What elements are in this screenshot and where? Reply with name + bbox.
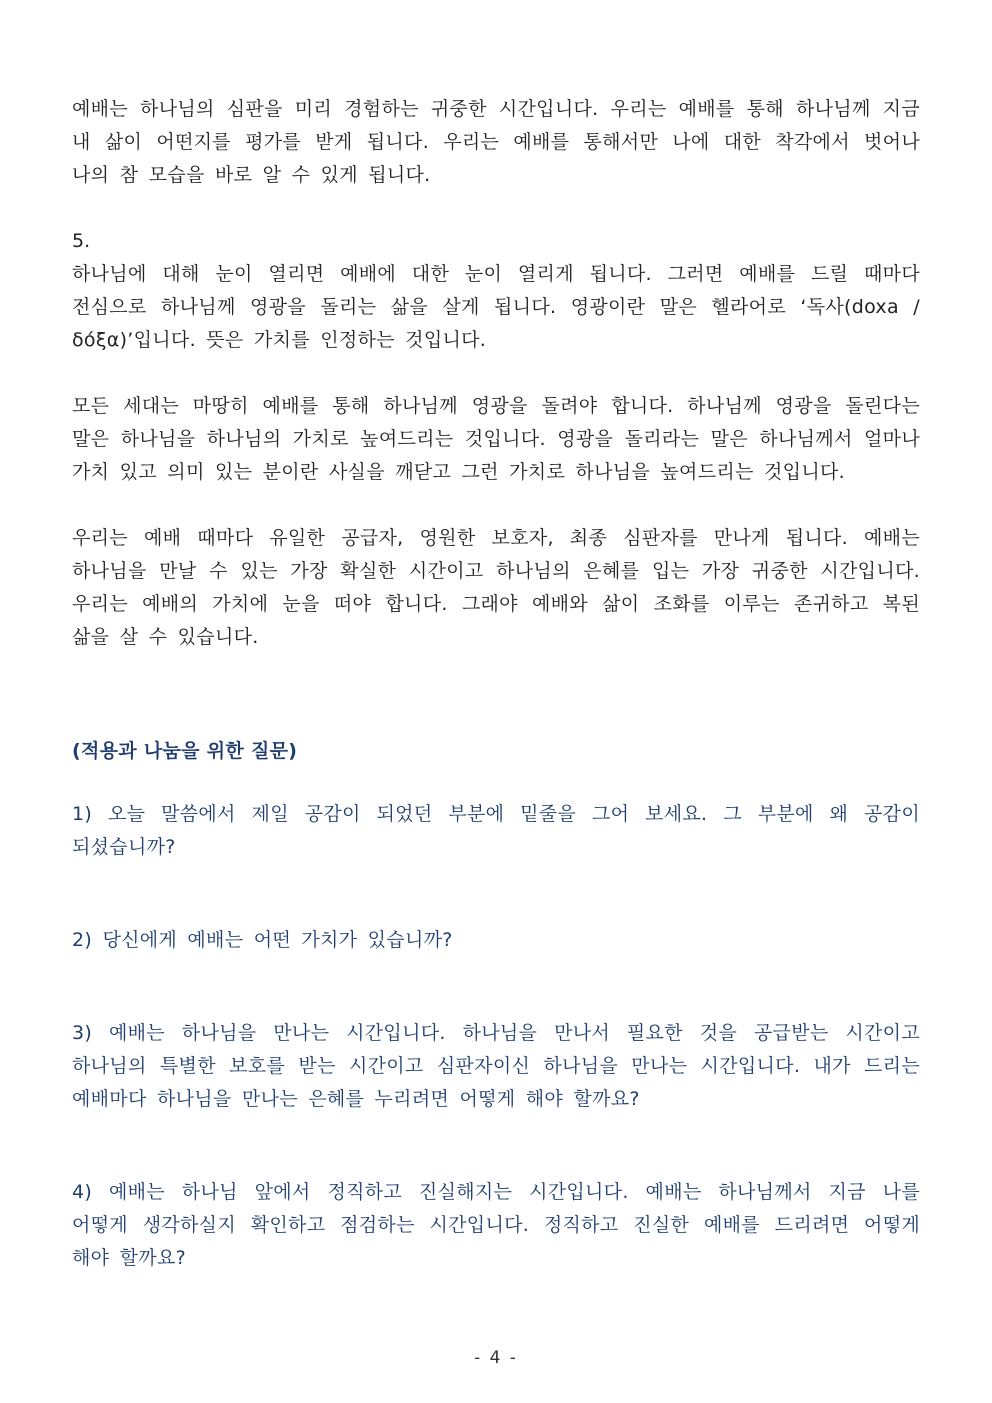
section-number: 5. xyxy=(72,230,91,252)
question-4: 4) 예배는 하나님 앞에서 정직하고 진실해지는 시간입니다. 예배는 하나님께서 지금 나를 어떻게 생각하실지 확인하고 점검하는 시간입니다. 정직하고 진실한 예배를 드리려면 어떻게 해야 할까요? xyxy=(72,1181,920,1269)
document-page xyxy=(72,93,920,1275)
paragraph-worship-judgment: 예배는 하나님의 심판을 미리 경험하는 귀중한 시간입니다. 우리는 예배를 통해 하나님께 지금 내 삶이 어떤지를 평가를 받게 됩니다. 우리는 예배를 통해서만 나에 대한 착각에서 벗어나 나의 참 모습을 바로 알 수 있게 됩니다. xyxy=(72,98,920,186)
questions-heading: (적용과 나눔을 위한 질문) xyxy=(72,740,298,762)
paragraph-glory-doxa: 하나님에 대해 눈이 열리면 예배에 대한 눈이 열리게 됩니다. 그러면 예배를 드릴 때마다 전심으로 하나님께 영광을 돌리는 삶을 살게 됩니다. 영광이란 말은 헬라어로 ‘독사(doxa / δόξα)’입니다. 뜻은 가치를 인정하는 것입니다. xyxy=(72,263,920,351)
paragraph-provider-protector-judge: 우리는 예배 때마다 유일한 공급자, 영원한 보호자, 최종 심판자를 만나게 됩니다. 예배는 하나님을 만날 수 있는 가장 확실한 시간이고 하나님의 은혜를 입는 가장 귀중한 시간입니다. 우리는 예배의 가치에 눈을 떠야 합니다. 그래야 예배와 삶이 조화를 이루는 존귀하고 복된 삶을 살 수 있습니다. xyxy=(72,527,920,648)
paragraph-all-generations: 모든 세대는 마땅히 예배를 통해 하나님께 영광을 돌려야 합니다. 하나님께 영광을 돌린다는 말은 하나님을 하나님의 가치로 높여드리는 것입니다. 영광을 돌리라는 말은 하나님께서 얼마나 가치 있고 의미 있는 분이란 사실을 깨닫고 그런 가치로 하나님을 높여드리는 것입니다. xyxy=(72,395,920,483)
page-number: - 4 - xyxy=(474,1348,518,1368)
question-1: 1) 오늘 말씀에서 제일 공감이 되었던 부분에 밑줄을 그어 보세요. 그 부분에 왜 공감이 되셨습니까? xyxy=(72,803,920,858)
question-3: 3) 예배는 하나님을 만나는 시간입니다. 하나님을 만나서 필요한 것을 공급받는 시간이고 하나님의 특별한 보호를 받는 시간이고 심판자이신 하나님을 만나는 시간입니다. 내가 드리는 예배마다 하나님을 만나는 은혜를 누리려면 어떻게 해야 할까요? xyxy=(72,1022,920,1110)
question-2: 2) 당신에게 예배는 어떤 가치가 있습니까? xyxy=(72,929,453,951)
